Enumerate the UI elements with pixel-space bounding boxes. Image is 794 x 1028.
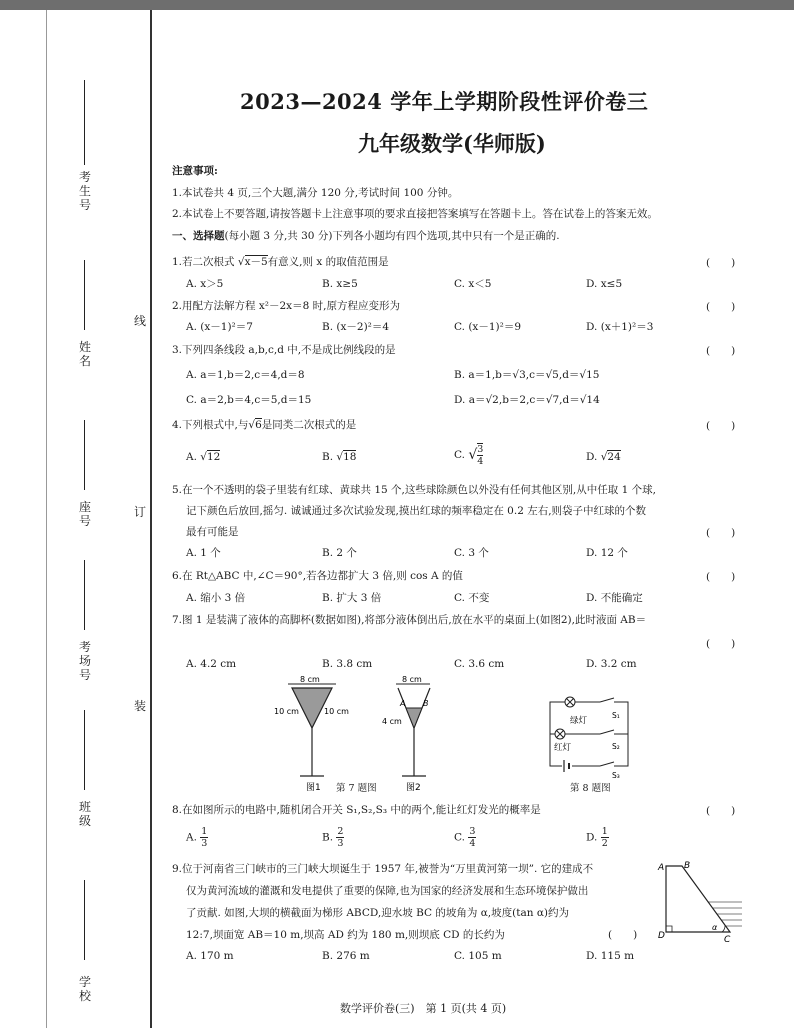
dam-label-c: C [724,935,731,944]
binding-sidebar [0,0,150,1028]
binding-mark-order: 订 [134,505,147,519]
q2-stem: 2.用配方法解方程 x²－2x＝8 时,原方程应变形为 [172,300,400,312]
q8-option-a [186,826,208,856]
q7-figures [270,672,470,798]
fig1-top-label: 8 cm [300,675,320,684]
fig1-caption: 图1 [306,783,321,793]
switch-s1-gap [600,698,614,706]
q1-radicand: x－5 [244,256,268,268]
q1-stem-a: 1.若二次根式 [172,256,235,268]
fig2-side-label: 4 cm [382,717,402,726]
q4-b-radicand: 18 [343,451,357,463]
fig2-top-label: 8 cm [402,675,422,684]
dam-label-b: B [684,861,691,871]
binding-mark-pack: 装 [134,699,147,713]
q9-answer-paren: ( ) [608,929,638,941]
switch-s1-label: S₁ [612,711,620,720]
q4-option-c: C. √ $\frac{3}{4}$ [454,444,484,467]
q5-line-2: 记下颜色后放回,摇匀. 诚诚通过多次试验发现,摸出红球的频率稳定在 0.2 左右,则袋子中红球的个数 [186,505,647,517]
q8-d-letter: D. [586,831,598,844]
q6-option-d: D. 不能确定 [586,592,643,604]
q1-option-d: D. x≤5 [586,278,623,290]
dam-cross-section [652,858,748,944]
q5-line-3: 最有可能是 [186,526,239,538]
fig1-left-label: 10 cm [274,707,299,716]
room-no-blank [84,560,85,630]
q6-answer-paren: ( ) [706,571,736,583]
q8-b-denominator: 3 [337,838,344,849]
q4-c-letter: C. [454,449,465,461]
q9-line-4: 12:7,坝面宽 AB＝10 m,坝高 AD 约为 180 m,则坝底 CD 的长约为 [186,929,505,941]
q4-b-letter: B. [322,451,334,463]
q4-c-numerator: 3 [477,444,484,455]
q8-d-numerator: 1 [601,826,608,837]
switch-s3-gap [600,762,614,770]
seat-no-label: 座号 [78,500,91,528]
q7-stem: 7.图 1 是装满了液体的高脚杯(数据如图),将部分液体倒出后,放在水平的桌面上(如图2),此时液面 AB＝ [172,614,647,626]
section-1-desc: (每小题 3 分,共 30 分)下列各小题均有四个选项,其中只有一个是正确的. [224,230,560,242]
q3-stem: 3.下列四条线段 a,b,c,d 中,不是成比例线段的是 [172,344,396,356]
q5-answer-paren: ( ) [706,527,736,539]
q9-line-3: 了贡献. 如图,大坝的横截面为梯形 ABCD,迎水坡 BC 的坡角为 α,坡度(tan α)约为 [186,907,570,919]
q8-option-b [322,826,344,856]
q8-a-denominator: 3 [201,838,208,849]
q1-stem: 1.若二次根式 √x－5有意义,则 x 的取值范围是 [172,256,389,268]
note-2: 2.本试卷上不要答题,请按答题卡上注意事项的要求直接把答案填写在答题卡上。答在试卷上的答案无效。 [172,208,658,220]
seat-no-blank [84,420,85,490]
q4-stem-a: 4.下列根式中,与 [172,419,249,431]
q8-a-letter: A. [186,831,197,844]
goblet-figure-2 [382,675,430,793]
q2-answer-paren: ( ) [706,301,736,313]
examinee-no-blank [84,80,85,165]
q1-option-a: A. x＞5 [186,278,224,290]
page-footer: 数学评价卷(三) 第 1 页(共 4 页) [340,1002,507,1015]
class-label: 班级 [78,800,91,828]
room-no-label: 考场号 [78,640,91,682]
q8-option-c [454,826,476,856]
green-lamp-label: 绿灯 [570,716,588,726]
q8-c-letter: C. [454,831,465,844]
q1-option-b: B. x≥5 [322,278,358,290]
q5-option-d: D. 12 个 [586,547,628,559]
q3-answer-paren: ( ) [706,345,736,357]
q9-option-b: B. 276 m [322,950,370,962]
goblet-figure-1 [274,675,349,793]
q4-option-a: A. √12 [186,451,221,463]
q6-option-a: A. 缩小 3 倍 [186,592,246,604]
q4-answer-paren: ( ) [706,420,736,432]
fig2-a-label: A [400,699,406,708]
fig7-caption: 第 7 题图 [336,783,377,794]
q8-a-numerator: 1 [201,826,208,837]
class-blank [84,710,85,790]
dam-label-d: D [658,931,665,941]
q6-option-b: B. 扩大 3 倍 [322,592,382,604]
q6-stem: 6.在 Rt△ABC 中,∠C＝90°,若各边都扩大 3 倍,则 cos A 的值 [172,570,463,582]
switch-s3-label: S₃ [612,771,620,778]
examinee-no-label: 考生号 [78,170,91,212]
q3-option-d: D. a＝√2,b＝2,c＝√7,d＝√14 [454,394,600,406]
q4-c-denominator: 4 [477,456,484,467]
q7-option-b: B. 3.8 cm [322,658,373,670]
fig2-liquid [406,708,422,728]
exam-subtitle: 九年级数学(华师版) [358,131,546,156]
q4-stem-b: 是同类二次根式的是 [261,419,357,431]
q1-option-c: C. x＜5 [454,278,492,290]
fig2-b-label: B [423,699,429,708]
name-label: 姓名 [78,340,91,368]
q4-stem-radicand: 6 [255,419,262,431]
q5-line-1: 5.在一个不透明的袋子里装有红球、黄球共 15 个,这些球除颜色以外没有任何其他区别,从中任取 1 个球, [172,484,656,496]
dam-trapezoid [666,866,730,932]
q3-option-a: A. a＝1,b＝2,c＝4,d＝8 [186,369,305,381]
school-label: 学校 [78,975,91,1003]
q8-b-letter: B. [322,831,334,844]
q9-line-1: 9.位于河南省三门峡市的三门峡大坝诞生于 1957 年,被誉为“万里黄河第一坝”. 它的建成不 [172,863,594,875]
q4-stem: 4.下列根式中,与√6是同类二次根式的是 [172,419,357,431]
q4-d-radicand: 24 [607,451,621,463]
notes-heading: 注意事项: [172,165,218,177]
q1-stem-b: 有意义,则 x 的取值范围是 [267,256,389,268]
q8-c-numerator: 3 [469,826,476,837]
name-blank [84,260,85,330]
q5-option-c: C. 3 个 [454,547,489,559]
switch-s2-gap [600,730,614,738]
q8-answer-paren: ( ) [706,805,736,817]
q2-option-b: B. (x－2)²＝4 [322,321,390,333]
red-lamp-label: 红灯 [554,743,572,753]
q3-option-c: C. a＝2,b＝4,c＝5,d＝15 [186,394,312,406]
q9-option-a: A. 170 m [186,950,234,962]
q4-option-d: D. √24 [586,451,621,463]
binding-mark-line: 线 [134,314,147,328]
note-1: 1.本试卷共 4 页,三个大题,满分 120 分,考试时间 100 分钟。 [172,187,459,199]
q2-option-a: A. (x－1)²＝7 [186,321,253,333]
fig2-caption: 图2 [406,783,421,793]
switch-s2-label: S₂ [612,742,620,751]
fig8-caption: 第 8 题图 [570,783,611,794]
q7-option-d: D. 3.2 cm [586,658,637,670]
q5-option-b: B. 2 个 [322,547,357,559]
q8-d-denominator: 2 [601,838,608,849]
q9-option-c: C. 105 m [454,950,502,962]
q6-option-c: C. 不变 [454,592,490,604]
q8-b-numerator: 2 [337,826,344,837]
q5-option-a: A. 1 个 [186,547,221,559]
dam-label-alpha: α [712,923,718,932]
q9-option-d: D. 115 m [586,950,635,962]
q4-a-radicand: 12 [206,451,221,463]
q2-option-d: D. (x＋1)²＝3 [586,321,654,333]
q8-stem: 8.在如图所示的电路中,随机闭合开关 S₁,S₂,S₃ 中的两个,能让红灯发光的概率是 [172,804,541,816]
section-1-title: 一、选择题 [172,230,225,242]
exam-title: 2023—2024 学年上学期阶段性评价卷三 [240,89,649,114]
q9-line-2: 仅为黄河流域的灌溉和发电提供了重要的保障,也为国家的经济发展和生态环境保护做出 [186,885,589,897]
fig1-right-label: 10 cm [324,707,349,716]
q3-option-b: B. a＝1,b＝√3,c＝√5,d＝√15 [454,369,600,381]
dam-label-a: A [658,863,665,873]
q4-option-b: B. √18 [322,451,357,463]
q8-option-d [586,826,609,856]
q2-option-c: C. (x－1)²＝9 [454,321,522,333]
q7-answer-paren: ( ) [706,638,736,650]
q1-answer-paren: ( ) [706,257,736,269]
q8-circuit [548,694,632,778]
q7-option-a: A. 4.2 cm [186,658,237,670]
q7-option-c: C. 3.6 cm [454,658,505,670]
section-1-heading [172,229,560,243]
q4-d-letter: D. [586,451,598,463]
school-blank [84,880,85,960]
q4-a-letter: A. [186,451,197,463]
binding-border-line [150,10,152,1028]
q8-c-denominator: 4 [469,838,476,849]
